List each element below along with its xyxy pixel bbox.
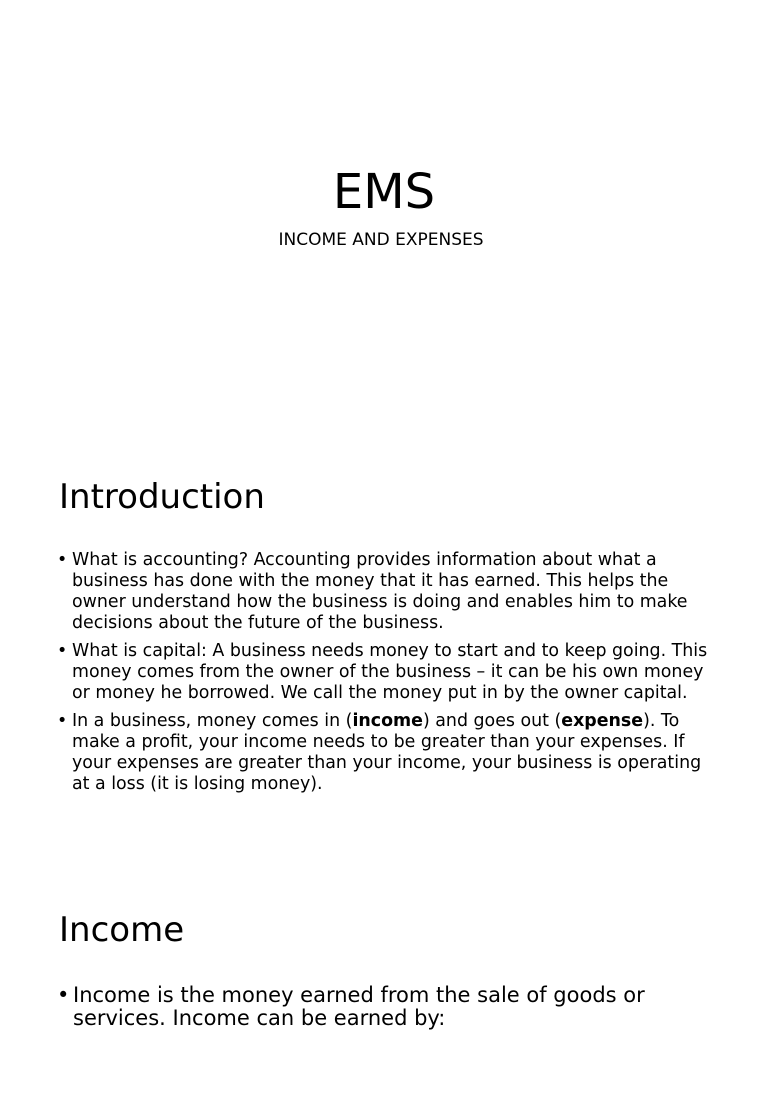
introduction-slide bbox=[0, 470, 768, 890]
page-title: EMS bbox=[332, 164, 436, 220]
income-heading: Income bbox=[59, 910, 185, 950]
bullet-dot: • bbox=[57, 550, 68, 570]
income-bullet-list bbox=[57, 984, 717, 1037]
text-segment: In a business, money comes in ( bbox=[72, 711, 353, 731]
introduction-bullet-list bbox=[57, 550, 717, 802]
introduction-heading: Introduction bbox=[59, 477, 265, 517]
bullet-dot: • bbox=[57, 983, 70, 1007]
bold-term-expense: expense bbox=[561, 711, 644, 731]
bullet-accounting bbox=[57, 550, 717, 634]
text-segment: ). To make a profit, your income needs to be greater than your expenses. If your expenses are greater than your income, your business is operating at a loss (it is losing money). bbox=[72, 711, 702, 794]
income-slide bbox=[0, 905, 768, 1105]
bullet-income-expense bbox=[57, 711, 717, 795]
text-segment: ) and goes out ( bbox=[422, 711, 562, 731]
bullet-text: Income is the money earned from the sale of goods or services. Income can be earned by: bbox=[73, 983, 645, 1030]
bullet-text: What is capital: A business needs money to start and to keep going. This money comes from the owner of the business – it can be his own money or money he borrowed. We call the money put in by the owner capital. bbox=[72, 641, 708, 703]
bold-term-income: income bbox=[352, 711, 423, 731]
title-slide bbox=[0, 0, 768, 440]
bullet-text: What is accounting? Accounting provides information about what a business has done with the money that it has earned. This helps the owner understand how the business is doing and enables him to make decisions about the future of the business. bbox=[72, 550, 688, 633]
subtitle: INCOME AND EXPENSES bbox=[278, 230, 484, 250]
bullet-dot: • bbox=[57, 641, 68, 661]
bullet-dot: • bbox=[57, 711, 68, 731]
bullet-income-definition bbox=[57, 984, 717, 1030]
bullet-text bbox=[72, 711, 701, 794]
bullet-capital bbox=[57, 641, 717, 704]
